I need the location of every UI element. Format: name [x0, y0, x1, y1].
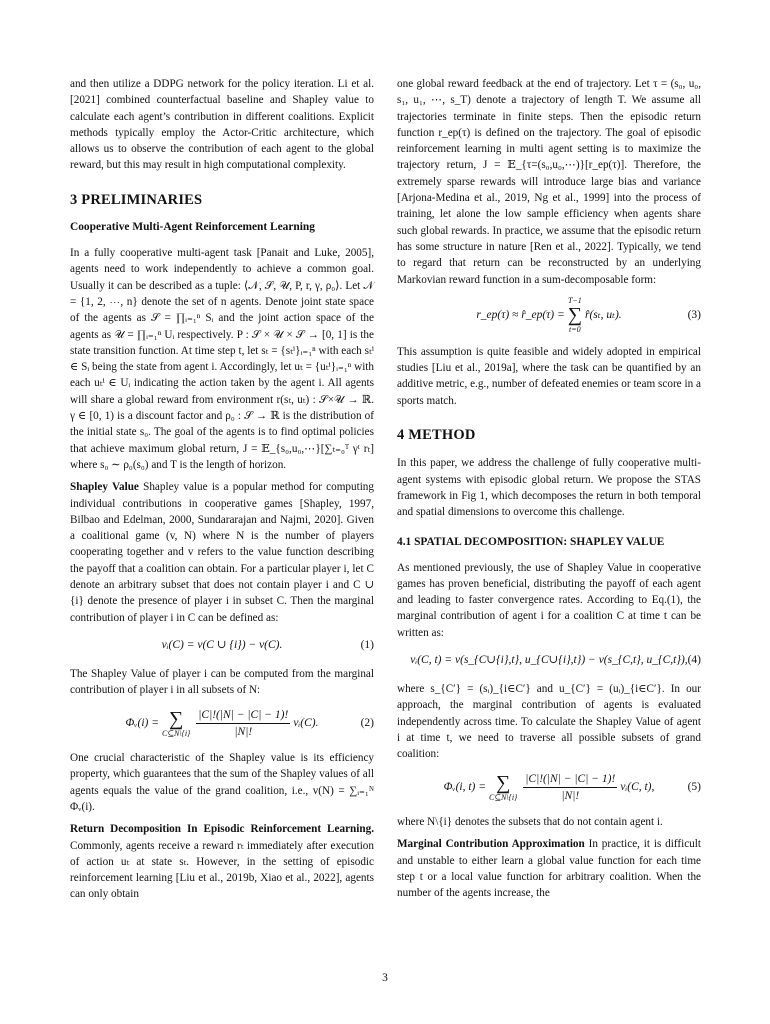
equation-5-sum [489, 773, 517, 802]
equation-5-fraction [523, 771, 617, 805]
subsection-4-1-heading: 4.1 SPATIAL DECOMPOSITION: SHAPLEY VALUE [397, 535, 665, 548]
equation-5-numerator: |C|!(|N| − |C| − 1)! [523, 771, 617, 788]
sigma-symbol: ∑ [168, 707, 184, 730]
equation-5-sum-limit: C⊆N\{i} [489, 792, 518, 802]
equation-3-number: (3) [687, 308, 701, 321]
marginal-contribution-text: In practice, it is difficult and unstable to either learn a global value function for each time step t or a local value function for arbitrary coalition. When the number of the agents increase, the [397, 838, 701, 900]
left-column [70, 76, 374, 909]
subsection-4-1-paragraph-2: where s_{C′} = (sᵢ)_{i∈C′} and u_{C′} = (uᵢ)_{i∈C′}. In our approach, the marginal contribution of agents is evaluated independently across time. To calculate the Shapley Value of agent i at time t, we need to traverse all possible subsets of grand coalition: [397, 683, 701, 761]
equation-1-body: vᵢ(C) = v(C ∪ {i}) − v(C). [161, 638, 283, 651]
equation-2-denominator: |N|! [234, 725, 253, 738]
sigma-symbol: ∑ [567, 303, 582, 326]
shapley-title: Shapley Value [70, 481, 139, 494]
equation-3-sum-lower: t=0 [569, 324, 581, 334]
equation-2 [70, 707, 374, 741]
equation-2-numerator: |C|!(|N| − |C| − 1)! [196, 707, 290, 724]
equation-5-denominator: |N|! [561, 789, 580, 802]
shapley-paragraph-3: One crucial characteristic of the Shapley value is its efficiency property, which guarantees that the sum of the Shapley values of all agents equals the value of the grand coalition, i.e., v(N) = ∑ᵢ₌₁ᴺ Φᵥ(i). [70, 752, 374, 813]
equation-2-sum [162, 709, 190, 738]
section-4-heading: 4 METHOD [397, 427, 476, 444]
assumption-paragraph: This assumption is quite feasible and widely adopted in empirical studies [Liu et al., 2019a], where the task can be quantified by an additive metric, e.g., number of defeated enemies or team score in a sports match. [397, 345, 701, 407]
shapley-paragraph [70, 479, 374, 626]
equation-5 [397, 771, 701, 805]
coop-marl-heading: Cooperative Multi-Agent Reinforcement Learning [70, 221, 315, 234]
page-number: 3 [382, 972, 388, 984]
equation-5-lhs: Φᵥ(i, t) = [443, 781, 487, 794]
continued-paragraph: one global reward feedback at the end of trajectory. Let τ = (s₀, u₀, s₁, u₁, ⋯, s_T) denote a trajectory of length T. We assume all trajectories terminate in finite steps. Then the episodic return function r_ep(τ) is defined on the trajectory. The goal of episodic reinforcement learning in multi agent setting is to maximize the trajectory return, J = 𝔼_{τ=(s₀,u₀,⋯)}[r_ep(τ)]. Therefore, the extremely sparse rewards will introduce large bias and variance [Arjona-Medina et al., 2019, Ng et al., 1999] into the process of training, let alone the low sample efficiency when agents share such global rewards. In practice, we assume that the episodic return has some structure in nature [Ren et al., 2022]. Typically, we tend to regard that return can be reconstructed by an underlying Markovian reward function in a sum-decomposable form: [397, 78, 701, 286]
equation-3-lhs: r_ep(τ) ≈ r̂_ep(τ) = [476, 308, 565, 321]
equation-1-number: (1) [360, 638, 374, 651]
shapley-paragraph-2: The Shapley Value of player i can be computed from the marginal contribution of player i in all subsets of N: [70, 667, 374, 697]
equation-5-rhs: vᵢ(C, t), [620, 781, 655, 794]
right-column [397, 76, 701, 908]
coop-marl-paragraph: In a fully cooperative multi-agent task [Panait and Luke, 2005], agents need to work independently to achieve a common goal. Usually it can be described as a tuple: ⟨𝒩, 𝒮, 𝒰, P, r, γ, ρ₀⟩. Let 𝒩 = {1, 2, ⋯, n} denote the set of n agents. Denote joint state space of the agents as 𝒮 = ∏ᵢ₌₁ⁿ Sᵢ and the joint action space of the agents as 𝒰 = ∏ᵢ₌₁ⁿ Uᵢ respectively. P : 𝒮 × 𝒰 × 𝒮 → [0, 1] is the state transition function. At time step t, let sₜ = {sₜⁱ}ᵢ₌₁ⁿ with each sₜⁱ ∈ Sᵢ being the state from agent i. Accordingly, let uₜ = {uₜⁱ}ᵢ₌₁ⁿ with each uₜⁱ ∈ Uᵢ indicating the action taken by the agent i. All agents will share a global reward from environment r(sₜ, uₜ) : 𝒮×𝒰 → ℝ. γ ∈ [0, 1) is a discount factor and ρ₀ : 𝒮 → ℝ is the distribution of the initial state s₀. The goal of the agents is to find optimal policies that achieve maximum global return, J = 𝔼_{s₀,u₀,⋯}[∑ₜ₌₀ᵀ γᵗ rₜ] where s₀ ∼ ρ₀(s₀) and T is the length of horizon. [70, 247, 374, 471]
subsection-4-1-paragraph-3: where N\{i} denotes the subsets that do not contain agent i. [397, 816, 663, 829]
sigma-symbol: ∑ [495, 771, 511, 794]
equation-3-rhs: r̂(sₜ, uₜ). [585, 308, 622, 321]
method-paragraph: In this paper, we address the challenge of fully cooperative multi-agent systems with episodic global return. We propose the STAS framework in Fig 1, which decomposes the return in both temporal and spatial dimensions to overcome this challenge. [397, 457, 701, 519]
equation-3-sum [568, 296, 582, 334]
intro-paragraph: and then utilize a DDPG network for the policy iteration. Li et al. [2021] combined counterfactual baseline and Shapley value to calculate each agent’s contribution in different coalitions. Explicit methods typically employ the Actor-Critic architecture, which allows us to observe the contribution of each agent to the global reward, but this may result in high computational complexity. [70, 78, 374, 172]
shapley-text: Shapley value is a popular method for computing individual contributions in cooperative games [Shapley, 1997, Bilbao and Edelman, 2000, Sundararajan and Najmi, 2020]. Given a coalitional game (v, N) where N is the number of players cooperating together and v refers to the value function describing the payoff that a coalition can obtain. For a particular player i, let C denote an arbitrary subset that does not contain player i and C ∪ {i} denote the presence of player i in subset C. Then the marginal contribution of player i in C can be defined as: [70, 481, 374, 624]
marginal-contribution-title: Marginal Contribution Approximation [397, 838, 585, 851]
equation-1 [70, 634, 374, 656]
equation-2-fraction [196, 707, 290, 741]
equation-4-body: vᵢ(C, t) = v(s_{C∪{i},t}, u_{C∪{i},t}) − v(s_{C,t}, u_{C,t}), [410, 653, 688, 666]
return-decomposition-text: Commonly, agents receive a reward rₜ immediately after execution of action uₜ at state sₜ. However, in the setting of episodic reinforcement learning [Liu et al., 2019b, Xiao et al., 2022], agents can only obtain [70, 839, 374, 901]
equation-2-sum-limit: C⊆N\{i} [162, 728, 191, 738]
equation-3 [397, 296, 701, 334]
marginal-contribution-paragraph [397, 836, 701, 901]
equation-4-number: (4) [687, 653, 701, 666]
equation-4 [397, 649, 701, 671]
subsection-4-1-paragraph: As mentioned previously, the use of Shapley Value in cooperative games has proven beneficial, distributing the payoff of each agent and leading to faster convergence rates. According to Eq.(1), the marginal contribution of agent i for a coalition C at time t can be written as: [397, 561, 701, 639]
equation-2-lhs: Φᵥ(i) = [125, 717, 160, 730]
equation-2-number: (2) [360, 717, 374, 730]
return-decomposition-paragraph [70, 821, 374, 902]
equation-5-number: (5) [687, 781, 701, 794]
equation-2-rhs: vᵢ(C). [293, 717, 319, 730]
return-decomposition-title: Return Decomposition In Episodic Reinforcement Learning. [70, 823, 374, 836]
equation-3-sum-upper: T−1 [567, 295, 582, 305]
section-3-heading: 3 PRELIMINARIES [70, 191, 203, 208]
